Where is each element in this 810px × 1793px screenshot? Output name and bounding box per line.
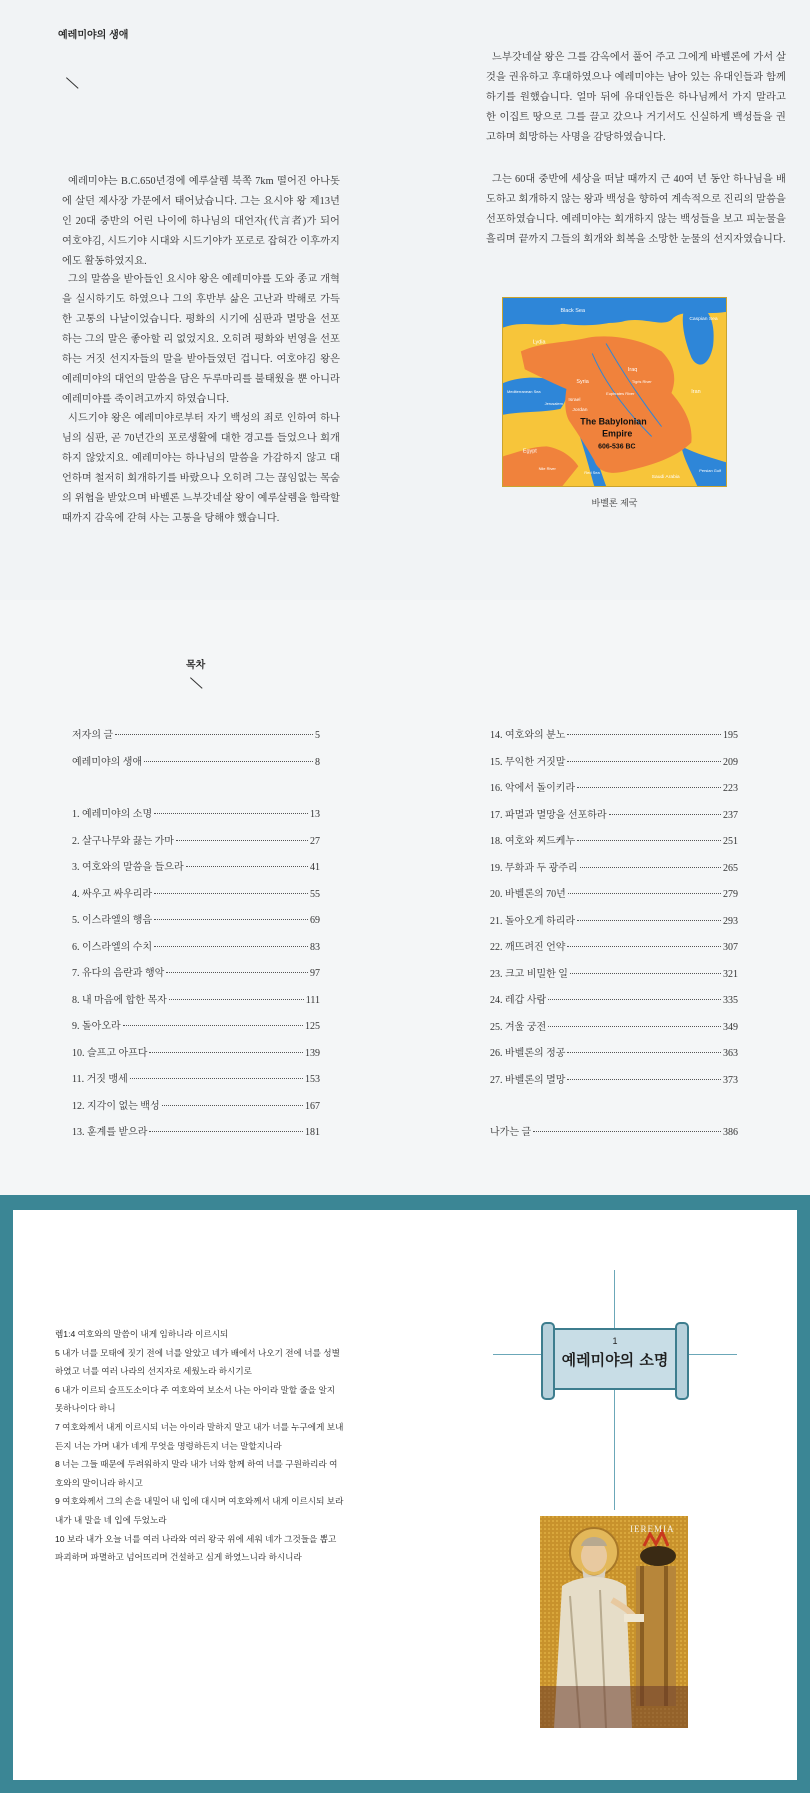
toc-entry-page: 83 [310, 941, 320, 953]
toc-leader-dots [570, 973, 721, 974]
toc-entry-title: 3. 여호와의 말씀을 들으라 [72, 862, 184, 873]
toc-entry-title: 2. 살구나무와 끓는 가마 [72, 835, 174, 847]
toc-entry-title: 21. 돌아오게 하리라 [490, 915, 576, 927]
toc-entry-title: 25. 겨울 궁전 [490, 1021, 547, 1033]
map-label-jerusalem: Jerusalem [544, 400, 563, 406]
toc-entry[interactable] [72, 964, 320, 991]
toc-entry-title: 19. 무화과 두 광주리 [490, 862, 578, 874]
toc-entry-title: 저자의 글 [72, 730, 114, 741]
toc-entry-title: 22. 깨뜨려진 언약 [490, 942, 566, 953]
toc-entry[interactable] [72, 726, 320, 753]
map-title-line2: Empire [602, 428, 633, 439]
toc-leader-dots [154, 946, 308, 947]
toc-entry[interactable] [72, 858, 320, 885]
toc-entry[interactable] [490, 832, 738, 859]
map-label-mediterranean: Mediterranean Sea [506, 388, 541, 394]
toc-entry-title: 10. 슬프고 아프다 [72, 1047, 148, 1059]
map-label-black-sea: Black Sea [560, 307, 585, 314]
map-label-lydia: Lydia [532, 339, 546, 346]
toc-leader-dots [548, 999, 721, 1000]
map-label-iraq: Iraq [627, 367, 638, 374]
toc-entry[interactable] [72, 1097, 320, 1124]
toc-entry-page: 195 [723, 730, 738, 741]
toc-leader-dots [154, 893, 308, 894]
toc-leader-dots [567, 734, 721, 735]
toc-leader-dots [149, 1052, 303, 1053]
toc-entry[interactable] [72, 1070, 320, 1097]
toc-entry[interactable] [72, 991, 320, 1018]
toc-entry-title: 23. 크고 비밀한 일 [490, 968, 568, 980]
map-label-nile: Nile River [538, 466, 556, 472]
toc-entry-title: 예레미야의 생애 [72, 756, 143, 768]
toc-entry-page: 139 [305, 1047, 320, 1059]
toc-leader-dots [186, 866, 308, 867]
map-caption: 바벨론 제국 [591, 498, 638, 508]
toc-entry[interactable] [490, 1071, 738, 1098]
toc-entry-title: 5. 이스라엘의 행음 [72, 915, 153, 926]
toc-entry-title: 16. 악에서 돌이키라 [490, 783, 576, 794]
toc-entry-page: 363 [723, 1048, 738, 1059]
toc-entry[interactable] [490, 885, 738, 912]
toc-leader-dots [166, 972, 308, 973]
toc-entry-title: 20. 바벨론의 70년 [490, 889, 566, 900]
toc-entry-page: 209 [723, 756, 738, 768]
verse-line: 9 여호와께서 그의 손을 내밀어 내 입에 대시며 여호와께서 내게 이르시되 보라 내가 내 말을 네 입에 두었노라 [55, 1496, 344, 1525]
map-label-israel: Israel [568, 397, 581, 403]
chapter-title: 예레미야의 소명 [561, 1351, 669, 1369]
toc-entry[interactable] [490, 912, 738, 939]
map-dates: 606-536 BC [598, 443, 636, 451]
chapter-number: 1 [612, 1336, 618, 1346]
verse-line: 렘1:4 여호와의 말씀이 내게 임하니라 이르시되 [55, 1329, 229, 1339]
toc-leader-dots [567, 1079, 721, 1080]
verse-line: 5 내가 너를 모태에 짓기 전에 너를 알았고 네가 배에서 나오기 전에 너를 성별하였고 너를 여러 나라의 선지자로 세웠노라 하시기로 [55, 1347, 340, 1377]
toc-entry[interactable] [490, 753, 738, 780]
toc-leader-dots [609, 814, 721, 815]
toc-entry-page: 125 [305, 1021, 320, 1032]
verse-list [55, 1325, 345, 1567]
babylonian-empire-map [502, 297, 727, 487]
toc-entry-page: 335 [723, 995, 738, 1006]
toc-entry-page: 97 [310, 968, 320, 979]
toc-entry-page: 386 [723, 1127, 738, 1138]
toc-entry[interactable] [490, 1123, 738, 1150]
toc-leader-dots [154, 919, 308, 920]
toc-leader-dots [577, 787, 721, 788]
toc-entry-page: 251 [723, 836, 738, 847]
toc-entry-title: 27. 바벨론의 멸망 [490, 1074, 566, 1086]
map-label-persian-gulf: Persian Gulf [699, 468, 722, 474]
toc-leader-dots [115, 734, 313, 735]
life-paragraph-1: 예레미야는 B.C.650년경에 예루살렘 북쪽 7km 떨어진 아나돗에 살던 제사장 가문에서 태어났습니다. 그는 요시야 왕 제13년인 20대 중반의 어린 나이에 하나님의 대언자(代言者)가 되어 여호야김, 시드기야 시대와 시드기야가 포로로 잡혀간 이후까지에도 활동하였지요. [62, 176, 340, 267]
toc-entry-title: 6. 이스라엘의 수치 [72, 941, 153, 953]
toc-entry-page: 27 [310, 835, 320, 847]
toc-leader-dots [533, 1131, 721, 1132]
toc-entry[interactable] [490, 965, 738, 992]
chapter-spread [0, 1195, 810, 1793]
life-spread [0, 0, 810, 600]
toc-entry[interactable] [72, 1017, 320, 1044]
toc-entry-page: 181 [305, 1127, 320, 1138]
toc-leader-dots [123, 1025, 303, 1026]
map-label-saudi: Saudi Arabia [651, 475, 680, 481]
toc-entry-page: 153 [305, 1074, 320, 1085]
toc-entry[interactable] [72, 938, 320, 965]
toc-leader-dots [548, 1026, 721, 1027]
toc-entry-page: 167 [305, 1100, 320, 1112]
toc-entry-page: 237 [723, 809, 738, 821]
toc-entry[interactable] [72, 1123, 320, 1150]
map-label-iran: Iran [691, 388, 701, 395]
chapter-scroll-banner [549, 1328, 681, 1390]
toc-entry-page: 279 [723, 889, 738, 900]
toc-entry-title: 15. 무익한 거짓말 [490, 756, 566, 768]
toc-entry[interactable] [490, 938, 738, 965]
section-slash-mark [66, 77, 79, 88]
toc-leader-dots [567, 1052, 721, 1053]
life-paragraph-4: 느부갓네살 왕은 그를 감옥에서 풀어 주고 그에게 바벨론에 가서 살 것을 권유하고 후대하였으나 예레미야는 남아 있는 유대인들과 함께하기를 원했습니다. 얼마 뒤에 유대인들은 하나님께서 가지 말라고 한 이집트 땅으로 그를 끌고 갔으나 거기서도 신실하게 백성들을 권고하며 희망하는 사명을 감당하였습니다. [486, 52, 786, 143]
toc-entry-title: 24. 레갑 사람 [490, 995, 547, 1006]
verse-line: 10 보라 내가 오늘 너를 여러 나라와 여러 왕국 위에 세워 네가 그것들을 뽑고 파괴하며 파멸하고 넘어뜨리며 건설하고 심게 하였느니라 하시니라 [55, 1533, 337, 1563]
toc-entry-title: 1. 예레미야의 소명 [72, 809, 153, 820]
toc-entry[interactable] [490, 806, 738, 833]
toc-entry-page: 111 [305, 994, 320, 1006]
toc-left-column [72, 726, 320, 1150]
cross-line-vertical [614, 1270, 615, 1510]
map-label-euphrates: Euphrates River [606, 390, 635, 396]
life-paragraph-3: 시드기야 왕은 예레미야로부터 자기 백성의 죄로 인하여 하나님의 심판, 곧 70년간의 포로생활에 대한 경고를 들었으나 회개하지 않았지요. 예레미야는 하나님의 말씀을 가감하지 않고 대언하며 철저히 회개하기를 바랐으나 오히려 그는 끊임없는 목숨의 위협을 받았으며 바벨론 느부갓네살 왕이 예루살렘을 함락할 때까지 감옥에 갇혀 사는 고통을 당해야 했습니다. [62, 413, 340, 524]
toc-entry-page: 293 [723, 915, 738, 927]
toc-entry-title: 9. 돌아오라 [72, 1021, 121, 1032]
toc-leader-dots [154, 813, 308, 814]
jeremiah-mosaic-image [540, 1516, 688, 1728]
portrait-label: IEREMIA [630, 1524, 675, 1534]
toc-entry-page: 349 [723, 1021, 738, 1033]
toc-entry-title: 12. 지각이 없는 백성 [72, 1100, 160, 1112]
section-title: 예레미야의 생애 [58, 30, 129, 41]
toc-leader-dots [176, 840, 308, 841]
toc-entry[interactable] [490, 726, 738, 753]
toc-leader-dots [580, 867, 721, 868]
toc-entry-page: 265 [723, 862, 738, 874]
toc-leader-dots [577, 920, 721, 921]
verse-line: 7 여호와께서 내게 이르시되 너는 아이라 말하지 말고 내가 너를 누구에게 보내든지 너는 가며 내가 네게 무엇을 명령하든지 너는 말할지니라 [55, 1421, 344, 1451]
chapter-page [13, 1210, 797, 1780]
toc-entry-page: 8 [315, 756, 320, 768]
toc-entry-page: 307 [723, 942, 738, 953]
toc-entry-title: 7. 유다의 음란과 행악 [72, 968, 165, 979]
verse-line: 6 내가 이르되 슬프도소이다 주 여호와여 보소서 나는 아이라 말할 줄을 알지 못하나이다 하니 [55, 1384, 336, 1414]
verse-line: 8 너는 그들 때문에 두려워하지 말라 내가 너와 함께 하여 너를 구원하리라 여호와의 말이니라 하시고 [55, 1459, 338, 1488]
toc-entry[interactable] [490, 779, 738, 806]
toc-leader-dots [130, 1078, 303, 1079]
toc-entry-title: 18. 여호와 찌드케누 [490, 836, 576, 847]
toc-entry[interactable] [72, 753, 320, 780]
toc-entry-title: 26. 바벨론의 정공 [490, 1048, 566, 1059]
map-title-line1: The Babylonian [580, 416, 647, 427]
toc-entry-page: 41 [310, 862, 320, 873]
toc-entry-title: 13. 훈계를 받으라 [72, 1127, 148, 1138]
toc-entry[interactable] [72, 805, 320, 832]
toc-entry[interactable] [72, 911, 320, 938]
map-label-caspian-sea: Caspian Sea [689, 316, 718, 322]
toc-entry[interactable] [490, 1018, 738, 1045]
toc-entry-page: 223 [723, 783, 738, 794]
toc-entry-title: 17. 파멸과 멸망을 선포하라 [490, 809, 607, 821]
map-label-tigris: Tigris River [631, 379, 652, 385]
toc-entry-title: 8. 내 마음에 합한 목자 [72, 994, 167, 1006]
toc-entry[interactable] [490, 991, 738, 1018]
map-label-jordan: Jordan [572, 407, 588, 413]
life-paragraph-2: 그의 말씀을 받아들인 요시야 왕은 예레미야를 도와 종교 개혁을 실시하기도 하였으나 그의 후반부 삶은 고난과 박해로 가득한 고통의 나날이었습니다. 평화의 시기에 심판과 멸망을 선포하는 그의 말은 좋아할 리 없었지요. 오히려 평화와 번영을 선포하는 거짓 선지자들의 말을 받아들였던 겁니다. 여호야김 왕은 예레미야의 대언의 말씀을 담은 두루마리를 불태웠을 뿐 아니라 예레미야를 죽이려고까지 하였습니다. [62, 274, 340, 405]
toc-entry-title: 나가는 글 [490, 1127, 532, 1138]
toc-entry-title: 4. 싸우고 싸우리라 [72, 888, 153, 900]
toc-entry-page: 55 [310, 888, 320, 900]
toc-leader-dots [567, 761, 721, 762]
toc-entry[interactable] [490, 1044, 738, 1071]
toc-entry-page: 13 [310, 809, 320, 820]
toc-leader-dots [577, 840, 721, 841]
map-label-syria: Syria [576, 379, 589, 386]
toc-entry-page: 69 [310, 915, 320, 926]
toc-right-column [490, 726, 738, 1150]
toc-entry[interactable] [72, 832, 320, 859]
toc-heading: 목차 [186, 660, 206, 671]
toc-entry-page: 5 [315, 730, 320, 741]
map-label-egypt: Egypt [522, 448, 537, 455]
toc-leader-dots [567, 946, 721, 947]
toc-entry-page: 321 [723, 968, 738, 980]
map-label-red-sea: Red Sea [584, 470, 600, 476]
toc-leader-dots [169, 999, 304, 1000]
toc-entry-title: 11. 거짓 맹세 [72, 1074, 128, 1085]
toc-leader-dots [568, 893, 721, 894]
toc-entry-page: 373 [723, 1074, 738, 1086]
toc-entry[interactable] [490, 859, 738, 886]
toc-leader-dots [149, 1131, 303, 1132]
toc-entry[interactable] [72, 1044, 320, 1071]
life-paragraph-5: 그는 60대 중반에 세상을 떠날 때까지 근 40여 년 동안 하나님을 배도하고 회개하지 않는 왕과 백성을 향하여 계속적으로 진리의 말씀을 선포하였습니다. 예레미야는 회개하지 않는 백성들을 보고 피눈물을 흘리며 끝까지 그들의 회개와 회복을 소망한 눈물의 선지자였습니다. [486, 174, 786, 245]
toc-entry[interactable] [72, 885, 320, 912]
toc-leader-dots [162, 1105, 303, 1106]
toc-entry-title: 14. 여호와의 분노 [490, 730, 566, 741]
toc-leader-dots [144, 761, 313, 762]
